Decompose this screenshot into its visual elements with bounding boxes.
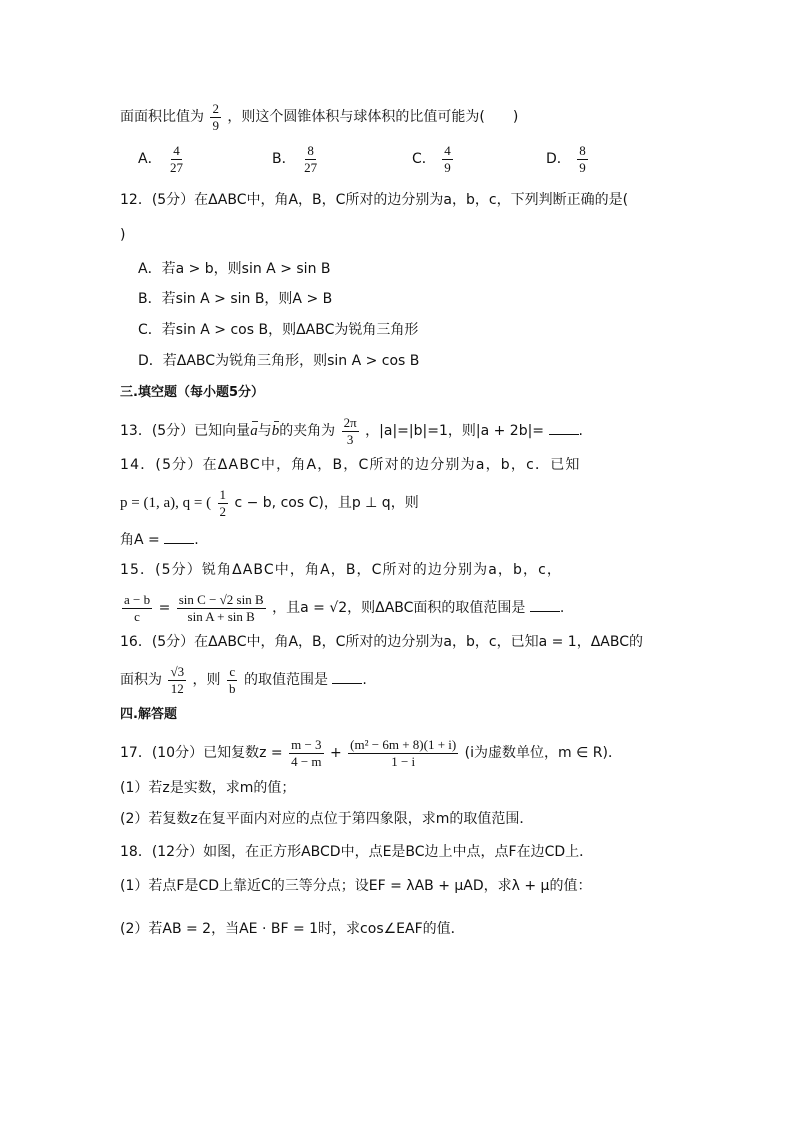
q12-option-b: B．若sin A > sin B，则A > B	[138, 291, 333, 307]
q15-answer-blank[interactable]	[530, 599, 560, 612]
q13-answer-blank[interactable]	[549, 422, 579, 435]
q17-fraction-1: $\frac{m - 3}{4 - m}$	[291, 737, 322, 769]
q11-option-b: B． $\frac{8}{27}$	[272, 143, 318, 175]
q15-rhs-fraction: $\frac{\text{sin C − √2 sin B}}{\text{sin A + sin B}}$	[178, 592, 264, 624]
q13-angle-fraction: $\frac{2\pi}{3}$	[343, 415, 357, 447]
q11-option-a: A． $\frac{4}{27}$	[138, 143, 184, 175]
q18-part-1: (1）若点F是CD上靠近C的三等分点；设EF = λAB + μAD，求λ + μ的值：	[120, 878, 592, 894]
q14-answer-line: 角A = .	[120, 532, 199, 548]
q14-stem: 14．(5分）在ΔABC中，角A，B，C所对的边分别为a，b，c．已知	[120, 457, 581, 473]
q11-option-d: D． $\frac{8}{9}$	[546, 143, 586, 175]
q11-stem: 面面积比值为 $\frac{2}{9}$ ，则这个圆锥体积与球体积的比值可能为( )	[120, 101, 519, 133]
q16-answer-blank[interactable]	[332, 671, 362, 684]
q12-option-a: A．若a > b，则sin A > sin B	[138, 261, 331, 277]
q18-stem: 18．(12分）如图，在正方形ABCD中，点E是BC边上中点，点F在边CD上．	[120, 844, 594, 860]
q15-lhs-fraction: $\frac{a - b}{c}$	[124, 592, 151, 624]
q16-cb-fraction: $\frac{c}{b}$	[229, 664, 236, 696]
q16-area: 面积为 $\frac{√3}{12}$ ，则 $\frac{c}{b}$ 的取值范围是 .	[120, 664, 367, 696]
q11-option-c: C． $\frac{4}{9}$	[412, 143, 451, 175]
q14-answer-blank[interactable]	[164, 531, 194, 544]
q11-ratio-fraction: $\frac{2}{9}$	[212, 101, 219, 133]
q13-stem: 13．(5分）已知向量a与b的夹角为 $\frac{2\pi}{3}$ ，|a|=|b|=1，则|a + 2b|= .	[120, 415, 583, 447]
q14-vectors: p = (1, a), q = ( $\frac{1}{2}$ c − b, cos C)，且p ⊥ q，则	[120, 487, 419, 519]
q17-fraction-2: $\frac{\text{(m² − 6m + 8)(1 + i)}}{1 - i}$	[350, 737, 457, 769]
q15-condition: $\frac{a - b}{c}$ = $\frac{\text{sin C − √2 sin B}}{\text{sin A + sin B}}$ ，且a = √2，则ΔABC面积的取值范围是 .	[124, 592, 565, 624]
q14-half-fraction: $\frac{1}{2}$	[219, 487, 227, 519]
q17-part-2: (2）若复数z在复平面内对应的点位于第四象限，求m的取值范围．	[120, 811, 534, 827]
q12-option-d: D．若ΔABC为锐角三角形，则sin A > cos B	[138, 353, 420, 369]
q17-stem: 17．(10分）已知复数z = $\frac{m - 3}{4 - m}$ + $\frac{\text{(m² − 6m + 8)(1 + i)}}{1 - i}$ (i为虚数单位，m ∈ R)．	[120, 737, 622, 769]
q18-part-2: (2）若AB = 2，当AE · BF = 1时，求cos∠EAF的值．	[120, 921, 465, 937]
q15-stem: 15．(5分）锐角ΔABC中，角A，B，C所对的边分别为a，b，c，	[120, 562, 562, 578]
q16-area-fraction: $\frac{√3}{12}$	[170, 664, 185, 696]
q12-stem-close: )	[120, 227, 126, 243]
q12-stem: 12．(5分）在ΔABC中，角A，B，C所对的边分别为a，b，c，下列判断正确的是(	[120, 192, 629, 208]
q17-part-1: (1）若z是实数，求m的值；	[120, 780, 296, 796]
section-4-heading: 四.解答题	[120, 707, 177, 722]
section-3-heading: 三.填空题（每小题5分）	[120, 385, 264, 400]
q12-option-c: C．若sin A > cos B，则ΔABC为锐角三角形	[138, 322, 419, 338]
q16-stem: 16．(5分）在ΔABC中，角A，B，C所对的边分别为a，b，c，已知a = 1，ΔABC的	[120, 634, 643, 650]
